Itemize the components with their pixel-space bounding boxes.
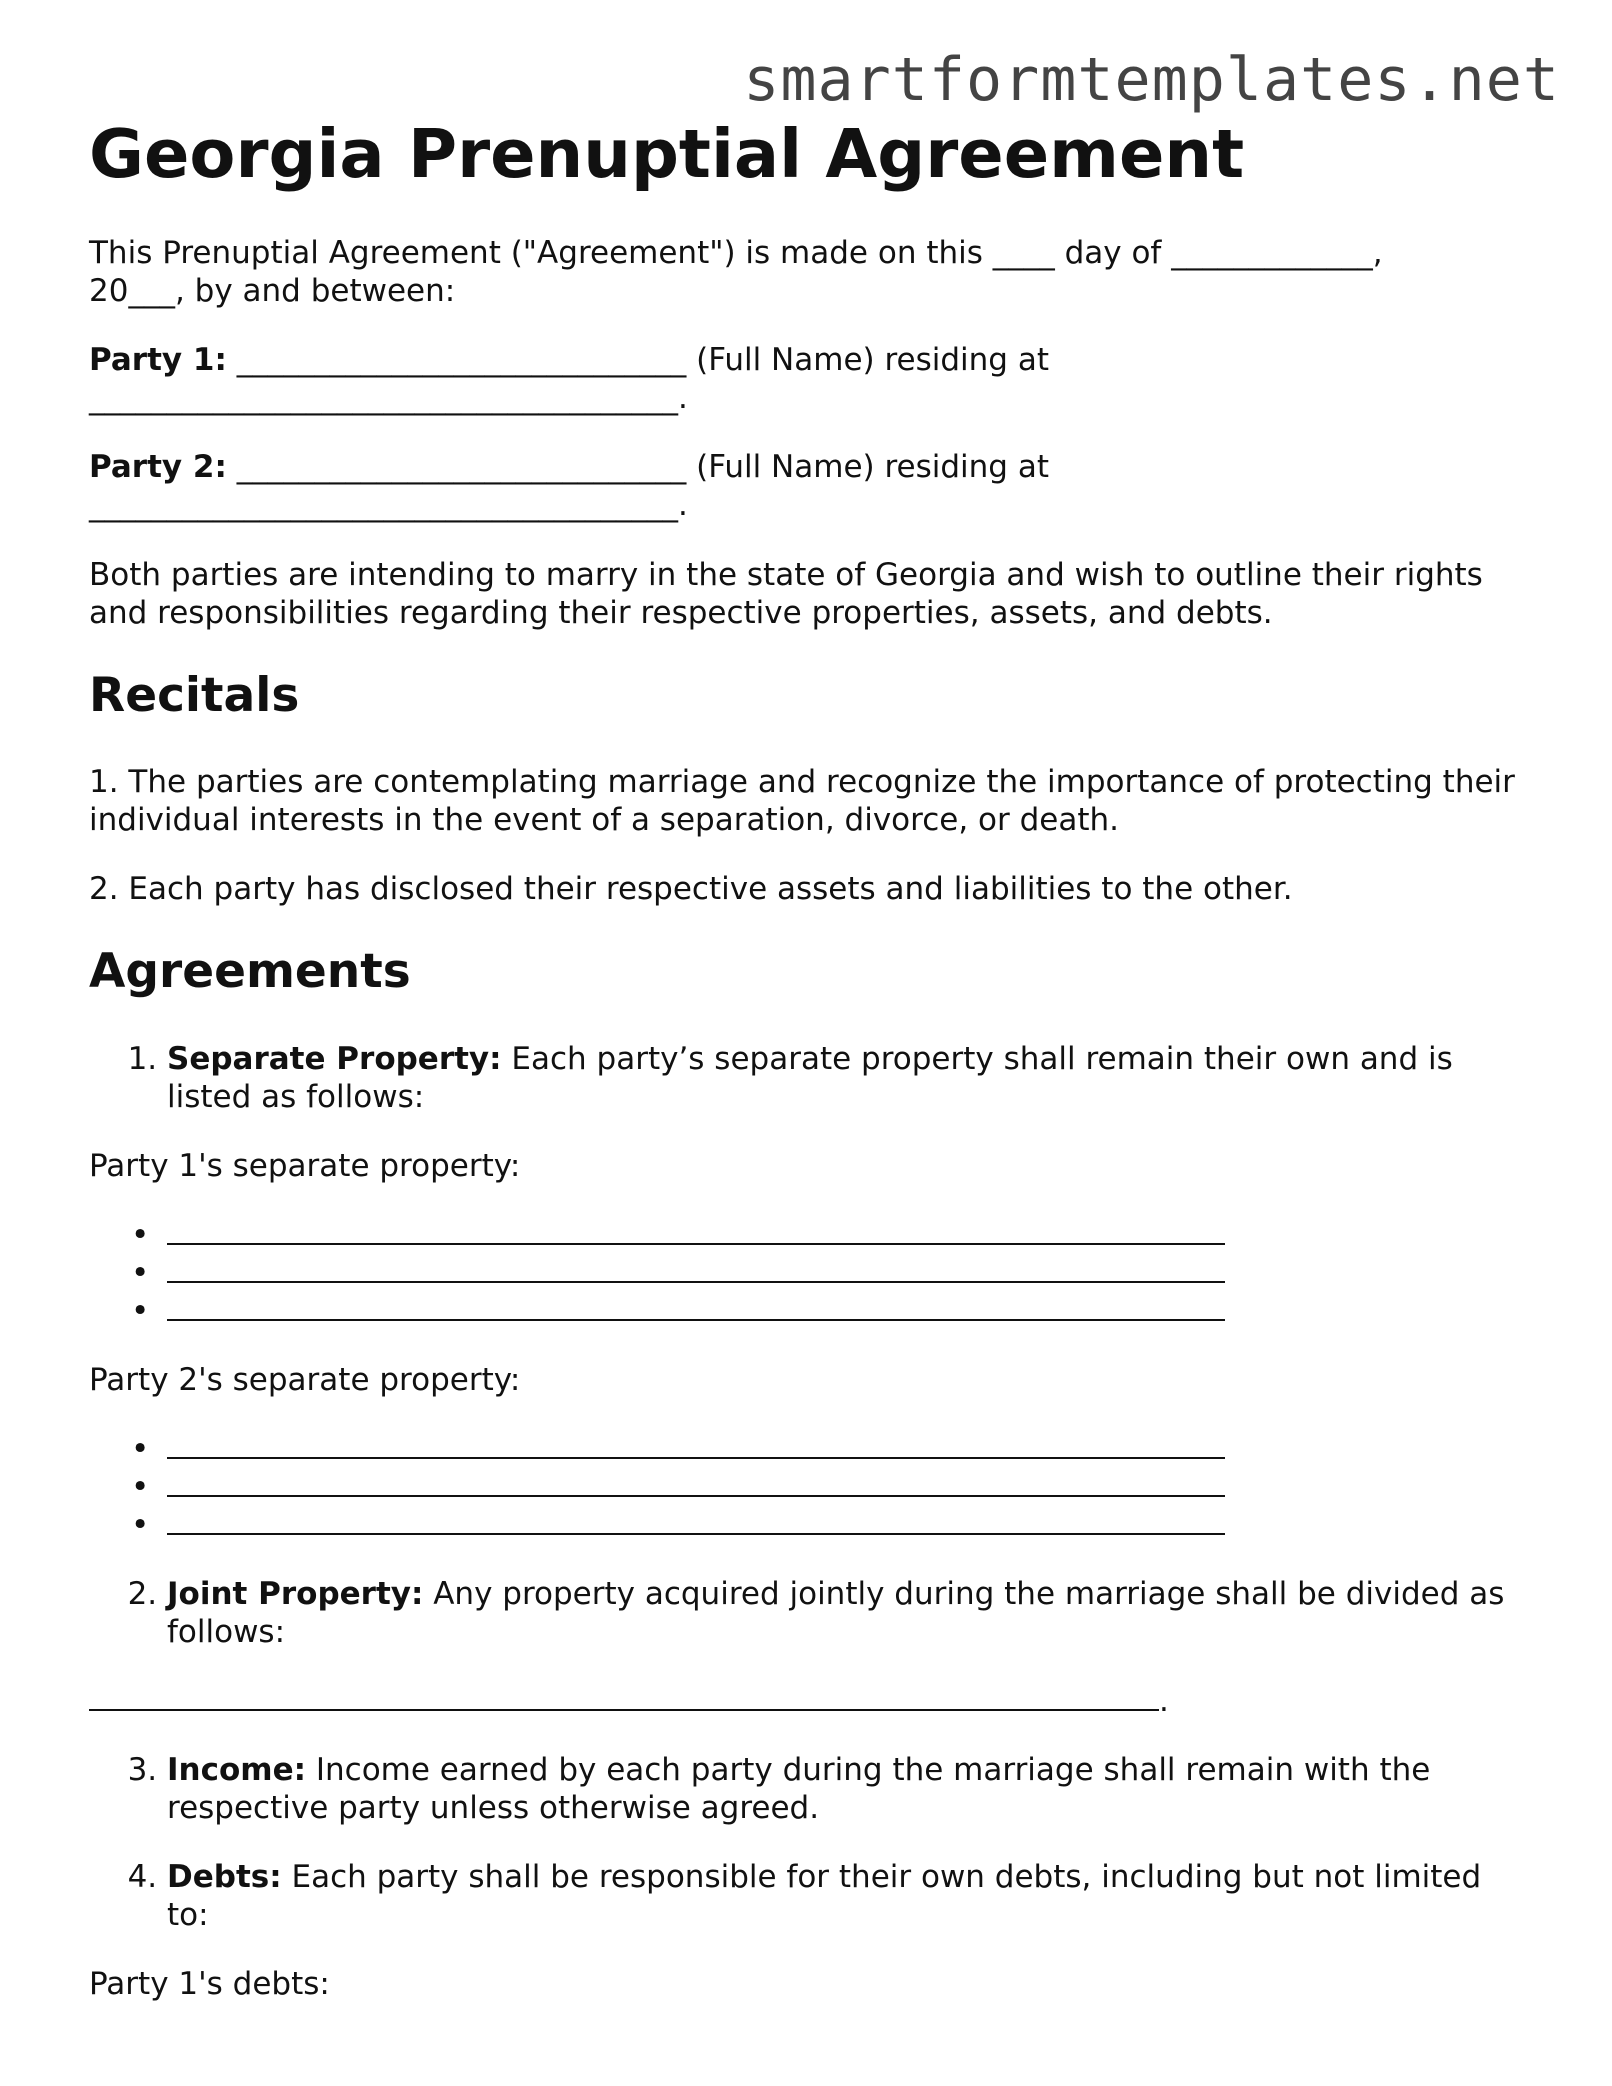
agreement-debts [167,1858,1529,1934]
blank-line [167,1506,1225,1535]
party-2-property-list [89,1430,1529,1544]
separate-property-text: Each party’s separate property shall remain their own and is listed as follows: [167,1041,1453,1116]
blank-line [167,1430,1225,1459]
party-1-property-label: Party 1's separate property: [89,1148,521,1185]
agreements-heading: Agreements [89,944,411,1000]
party-1-label: Party 1: [89,341,227,378]
agreement-list-3 [89,1751,1529,1827]
joint-property-blank [89,1682,1529,1720]
party-2-field [89,448,1529,524]
party-2-name-blank: _____________________________ (Full Name) residing at [226,448,1049,485]
joint-property-label: Joint Property: [167,1576,424,1613]
party-2-label: Party 2: [89,448,227,485]
income-label: Income: [167,1752,307,1789]
agreement-joint-property [167,1575,1529,1651]
bullet-icon: • [131,1507,150,1544]
intro-line-2: 20___, by and between: [89,272,456,309]
blank-line [89,1682,1159,1711]
party-1-name-blank: _____________________________ (Full Name) residing at [226,341,1049,378]
recital-item-1: 1. The parties are contemplating marriage and recognize the importance of protecting their individual interests in the event of a separation, divorce, or death. [89,764,1515,839]
document-title: Georgia Prenuptial Agreement [89,115,1245,193]
blank-line [167,1216,1225,1245]
party-1-address-blank: ______________________________________. [89,379,688,416]
list-item [131,1216,1529,1254]
intro-line-1: This Prenuptial Agreement ("Agreement") is made on this ____ day of _____________, [89,234,1383,271]
recitals-heading: Recitals [89,667,300,723]
list-item [131,1292,1529,1330]
bullet-icon: • [131,1431,150,1468]
debts-label: Debts: [167,1859,282,1896]
separate-property-label: Separate Property: [167,1041,502,1078]
bullet-icon: • [131,1293,150,1330]
list-item [131,1254,1529,1292]
party-1-property-list [89,1216,1529,1330]
list-item [131,1468,1529,1506]
party-2-property-label: Party 2's separate property: [89,1362,521,1399]
recital-item-2: 2. Each party has disclosed their respective assets and liabilities to the other. [89,871,1293,908]
bullet-icon: • [131,1217,150,1254]
agreement-list-2 [89,1575,1529,1651]
blank-line [167,1468,1225,1497]
both-parties-paragraph: Both parties are intending to marry in the state of Georgia and wish to outline their rights and responsibilities regarding their respective properties, assets, and debts. [89,556,1483,631]
debts-text: Each party shall be responsible for their own debts, including but not limited to: [167,1859,1482,1934]
blank-line [167,1292,1225,1321]
joint-property-text: Any property acquired jointly during the marriage shall be divided as follows: [167,1576,1505,1651]
income-text: Income earned by each party during the marriage shall remain with the respective party unless otherwise agreed. [167,1752,1431,1827]
list-item [131,1430,1529,1468]
agreement-list-1 [89,1040,1529,1116]
agreement-income [167,1751,1529,1827]
intro-paragraph [89,234,1529,310]
watermark: smartformtemplates.net [743,45,1560,115]
document-content [89,115,1529,2003]
party-2-address-blank: ______________________________________. [89,486,688,523]
bullet-icon: • [131,1469,150,1506]
agreement-list-4 [89,1858,1529,1934]
party-1-debts-label: Party 1's debts: [89,1966,330,2003]
agreement-separate-property [167,1040,1529,1116]
party-1-field [89,341,1529,417]
joint-blank-period: . [1159,1683,1169,1720]
blank-line [167,1254,1225,1283]
list-item [131,1506,1529,1544]
bullet-icon: • [131,1255,150,1292]
